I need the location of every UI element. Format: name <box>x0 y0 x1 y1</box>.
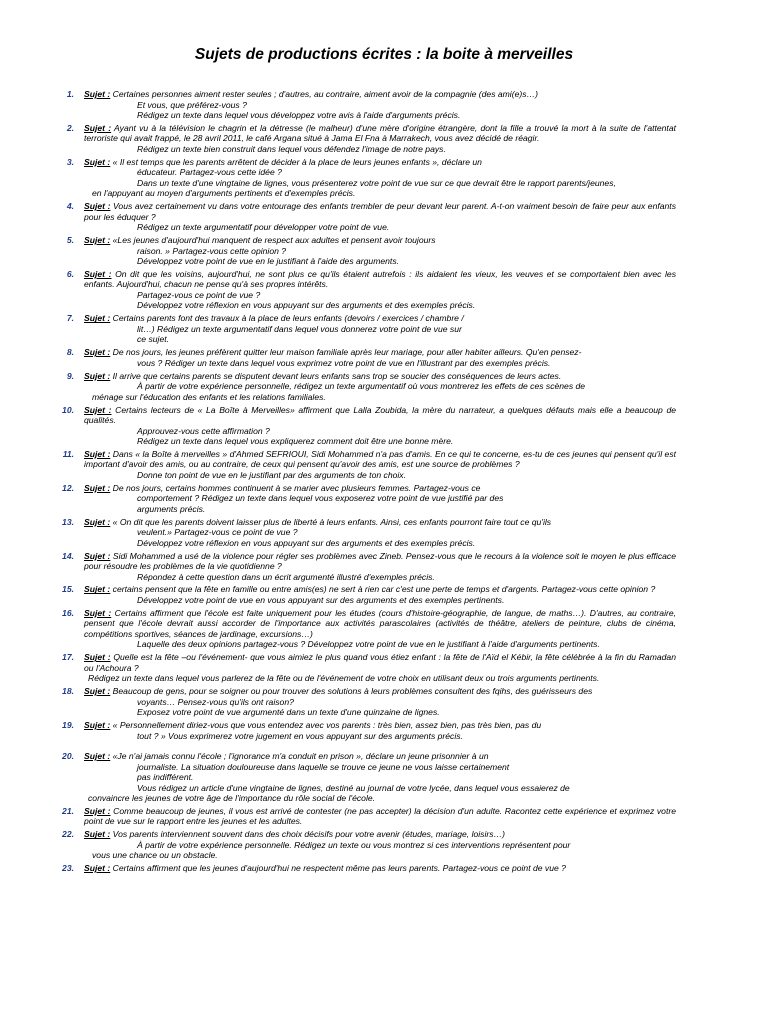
subject-text: Dans « la Boîte à merveilles » d'Ahmed SEFRIOUI, Sidi Mohammed n'a pas d'amis. En ce qui te concerne, es-tu de ces jeunes qui pensent qu'il est important d'avoir des amis, ou au contraire, de ceux qui pensent qu'avoir des amis, est une source de problèmes ? <box>84 448 676 470</box>
subject-text: Sidi Mohammed a usé de la violence pour régler ses problèmes avec Zineb. Pensez-vous que le recours à la violence soit le moyen le plus efficace pour résoudre les problèmes de la vie quotidienne ? <box>84 550 676 572</box>
subject-number: 15. <box>62 584 74 595</box>
subject-number: 18. <box>62 686 74 697</box>
subject-label: Sujet : <box>84 686 111 697</box>
subject-item <box>56 551 676 583</box>
subject-line <box>84 157 676 168</box>
subject-line <box>84 426 676 437</box>
subject-text: Développez votre point de vue en le justifiant à l'aide des arguments. <box>137 256 400 267</box>
subject-item <box>56 686 676 718</box>
subject-label: Sujet : <box>84 863 111 874</box>
subject-text: Approuvez-vous cette affirmation ? <box>137 425 270 436</box>
subject-text: Quelle est la fête –ou l'événement- que vous aimiez le plus quand vous étiez enfant : la fête de l'Aïd el Kébir, la fête célébrée à la fin du Ramadan ou l'Achoura ? <box>84 652 676 673</box>
subject-line <box>84 371 676 382</box>
subject-number: 6. <box>66 268 74 279</box>
subject-item <box>56 517 676 549</box>
subject-line <box>84 436 676 447</box>
subject-label: Sujet : <box>84 201 111 212</box>
subject-text: Partagez-vous ce point de vue ? <box>137 289 261 300</box>
subject-text: «Je n'ai jamais connu l'école ; l'ignorance m'a conduit en prison », déclare un jeune prisonnier à un <box>112 751 489 762</box>
subject-text: Certains affirment que les jeunes d'aujourd'hui ne respectent même pas leurs parents. Partagez-vous ce point de vue ? <box>112 863 566 874</box>
subject-label: Sujet : <box>84 89 111 99</box>
subject-line <box>84 100 676 111</box>
subject-label: Sujet : <box>84 268 112 279</box>
subject-text: Développez votre point de vue en vous appuyant sur des arguments et des exemples pertinents. <box>137 594 505 605</box>
subject-line <box>84 188 676 199</box>
subject-text: Certains affirment que l'école est faite uniquement pour les études (cours d'histoire-géographie, de langue, de maths…). D'autres, au contraire, pensent que l'école devrait aussi accorder de l'importance aux activités parascolaires (activités de théâtre, ateliers de peinture, clubs de cinéma, compétitions sportives, séances de jardinage, excursions…) <box>84 607 677 639</box>
subject-line <box>84 751 676 762</box>
subject-text: veulent.» Partagez-vous ce point de vue ? <box>137 527 298 538</box>
subject-line <box>84 493 676 504</box>
subject-number: 7. <box>66 313 74 324</box>
subject-line <box>84 222 676 233</box>
subject-item <box>56 449 676 481</box>
subject-line <box>84 358 676 369</box>
subject-label: Sujet : <box>84 516 111 527</box>
subject-line <box>84 584 676 595</box>
subject-line <box>84 405 676 426</box>
subject-text: Rédigez un texte dans lequel vous expliquerez comment doit être une bonne mère. <box>137 436 454 447</box>
subject-text: ce sujet. <box>137 334 170 345</box>
subject-label: Sujet : <box>84 584 111 595</box>
subject-label: Sujet : <box>84 607 112 618</box>
subject-number: 16. <box>62 607 74 618</box>
subject-text: Il arrive que certains parents se disputent devant leurs enfants sans trop se soucier des conséquences de leurs actes. <box>112 370 562 381</box>
subject-text: À partir de votre expérience personnelle. Rédigez un texte ou vous montrez si ces interventions représentent pour <box>137 839 571 850</box>
subject-item <box>56 347 676 368</box>
subject-line <box>84 772 676 783</box>
subject-number: 20. <box>62 751 74 762</box>
subject-line <box>84 806 676 827</box>
subject-item <box>56 751 676 804</box>
subject-line <box>84 178 676 189</box>
subject-line <box>84 652 676 673</box>
subject-text: Comme beaucoup de jeunes, il vous est arrivé de contester (ne pas accepter) la décision d'un adulte. Racontez cette expérience et exprimez votre point de vue sur le rapport entre les jeunes et les adultes. <box>84 805 676 827</box>
subject-list <box>56 89 676 876</box>
subject-text: Répondez à cette question dans un écrit argumenté illustré d'exemples précis. <box>137 571 435 582</box>
subject-text: À partir de votre expérience personnelle, rédigez un texte argumentatif où vous montrerez les effets de ces scènes de <box>137 381 586 392</box>
subject-text: certains pensent que la fête en famille ou entre amis(es) ne sert à rien car c'est une perte de temps et d'argents. Partagez-vous cette opinion ? <box>112 584 656 595</box>
subject-label: Sujet : <box>84 156 111 167</box>
subject-line <box>84 89 676 100</box>
subject-label: Sujet : <box>84 550 111 561</box>
subject-number: 12. <box>62 482 74 493</box>
subject-text: Vous avez certainement vu dans votre entourage des enfants trembler de peur devant leur parent. A-t-on vraiment besoin de faire peur aux enfants pour les éduquer ? <box>84 201 676 222</box>
subject-line <box>84 595 676 606</box>
subject-text: Laquelle des deux opinions partagez-vous ? Développez votre point de vue en le justifiant à l'aide d'arguments pertinents. <box>137 639 600 650</box>
subject-number: 2. <box>66 122 74 133</box>
subject-label: Sujet : <box>84 829 111 840</box>
subject-line <box>84 269 676 290</box>
subject-text: tout ? » Vous exprimerez votre jugement en vous appuyant sur des arguments précis. <box>137 730 463 741</box>
subject-text: éducateur. Partagez-vous cette idée ? <box>137 167 282 178</box>
subject-label: Sujet : <box>84 313 111 324</box>
subject-text: «Les jeunes d'aujourd'hui manquent de respect aux adultes et pensent avoir toujours <box>112 235 436 246</box>
subject-line <box>84 731 676 742</box>
subject-text: Développez votre réflexion en vous appuyant sur des arguments et des exemples précis. <box>137 300 476 311</box>
subject-label: Sujet : <box>84 720 111 731</box>
subject-number: 9. <box>66 370 74 381</box>
subject-label: Sujet : <box>84 805 111 816</box>
subject-item <box>56 235 676 267</box>
subject-line <box>84 256 676 267</box>
subject-line <box>84 673 676 684</box>
subject-text: Vous rédigez un article d'une vingtaine de lignes, destiné au journal de votre lycée, dans lequel vous essaierez de <box>137 782 570 793</box>
subject-text: « Il est temps que les parents arrêtent de décider à la place de leurs jeunes enfants », déclare un <box>112 156 482 167</box>
subject-item <box>56 829 676 861</box>
subject-text: arguments précis. <box>137 503 206 514</box>
page-title: Sujets de productions écrites : la boite à merveilles <box>194 46 574 63</box>
subject-line <box>84 572 676 583</box>
subject-label: Sujet : <box>84 482 111 493</box>
subject-line <box>84 347 676 358</box>
subject-line <box>84 110 676 121</box>
subject-line <box>84 686 676 697</box>
subject-line <box>84 381 676 392</box>
subject-item <box>56 608 676 650</box>
subject-item <box>56 269 676 311</box>
subject-label: Sujet : <box>84 751 111 762</box>
subject-line <box>84 551 676 572</box>
subject-text: comportement ? Rédigez un texte dans lequel vous exposerez votre point de vue justifié par des <box>137 493 504 504</box>
subject-item <box>56 584 676 605</box>
subject-line <box>84 201 676 222</box>
subject-line <box>84 863 676 874</box>
subject-number: 19. <box>62 720 74 731</box>
subject-line <box>84 483 676 494</box>
subject-item <box>56 483 676 515</box>
subject-line <box>84 707 676 718</box>
subject-line <box>84 783 676 794</box>
subject-item <box>56 652 676 684</box>
subject-item <box>56 806 676 827</box>
subject-line <box>84 246 676 257</box>
subject-line <box>84 793 676 804</box>
subject-label: Sujet : <box>84 122 112 133</box>
subject-line <box>84 324 676 335</box>
subject-line <box>84 517 676 528</box>
subject-text: Développez votre réflexion en vous appuyant sur des arguments et des exemples précis. <box>137 537 476 548</box>
subject-line <box>84 313 676 324</box>
subject-text: De nos jours, les jeunes préfèrent quitter leur maison familiale après leur mariage, pour aller habiter ailleurs. Qu'en pensez- <box>112 347 582 358</box>
subject-text: Exposez votre point de vue argumenté dans un texte d'une quinzaine de lignes. <box>137 707 440 718</box>
subject-text: Rédigez un texte bien construit dans lequel vous défendez l'image de notre pays. <box>137 143 446 154</box>
subject-line <box>84 290 676 301</box>
subject-number: 14. <box>62 550 74 561</box>
subject-label: Sujet : <box>84 370 111 381</box>
subject-line <box>84 720 676 731</box>
subject-text: raison. » Partagez-vous cette opinion ? <box>137 245 287 256</box>
subject-number: 3. <box>66 156 74 167</box>
subject-item <box>56 313 676 345</box>
subject-line <box>84 167 676 178</box>
subject-line <box>84 504 676 515</box>
subject-item <box>56 720 676 741</box>
subject-line <box>84 235 676 246</box>
subject-line <box>84 538 676 549</box>
subject-label: Sujet : <box>84 448 111 459</box>
subject-text: vous ? Rédiger un texte dans lequel vous exprimez votre point de vue en l'illustrant par des exemples précis. <box>137 357 551 368</box>
subject-text: Rédigez un texte dans lequel vous parlerez de la fête ou de l'événement de votre choix en utilisant deux ou trois arguments pertinents. <box>88 673 600 684</box>
subject-text: Certains lecteurs de « La Boîte à Merveilles» affirment que Lalla Zoubida, la mère du narrateur, a quelques défauts mais elle a beaucoup de qualités. <box>84 404 677 426</box>
subject-item <box>56 405 676 447</box>
subject-text: Rédigez un texte dans lequel vous développez votre avis à l'aide d'arguments précis. <box>137 110 461 120</box>
subject-number: 21. <box>62 805 74 816</box>
subject-text: « Personnellement diriez-vous que vous entendez avec vos parents : très bien, assez bien, pas très bien, pas du <box>112 720 542 731</box>
subject-item <box>56 123 676 155</box>
subject-text: pas indifférent. <box>137 772 194 783</box>
subject-number: 10. <box>62 404 74 415</box>
subject-label: Sujet : <box>84 347 111 358</box>
subject-text: convaincre les jeunes de votre âge de l'importance du rôle social de l'école. <box>88 793 376 804</box>
subject-label: Sujet : <box>84 652 111 663</box>
subject-line <box>84 829 676 840</box>
subject-text: Et vous, que préférez-vous ? <box>137 99 247 110</box>
subject-text: Dans un texte d'une vingtaine de lignes, vous présenterez votre point de vue sur ce que devrait être le rapport parents/jeunes, <box>137 177 616 188</box>
subject-item <box>56 371 676 403</box>
subject-text: On dit que les voisins, aujourd'hui, ne sont plus ce qu'ils étaient autrefois : ils aidaient les vieux, les veuves et se comportaient bien avec les enfants. Aujourd'hui, chacun ne pense qu'à ses propres intérêts. <box>84 268 677 290</box>
subject-text: Donne ton point de vue en le justifiant par des arguments de ton choix. <box>137 469 406 480</box>
subject-line <box>84 527 676 538</box>
subject-line <box>84 449 676 470</box>
subject-number: 5. <box>66 235 74 246</box>
subject-line <box>84 392 676 403</box>
subject-line <box>84 608 676 640</box>
subject-text: Rédigez un texte argumentatif pour développer votre point de vue. <box>137 222 390 233</box>
subject-line <box>84 850 676 861</box>
subject-item <box>56 863 676 874</box>
subject-number: 23. <box>62 863 74 874</box>
subject-text: Beaucoup de gens, pour se soigner ou pour trouver des solutions à leurs problèmes consultent des fqihs, des guérisseurs des <box>112 686 593 697</box>
subject-line <box>84 762 676 773</box>
subject-text: vous une chance ou un obstacle. <box>92 850 218 861</box>
subject-line <box>84 300 676 311</box>
subject-text: Vos parents interviennent souvent dans des choix décisifs pour votre avenir (études, mariage, loisirs…) <box>112 829 505 840</box>
subject-text: Ayant vu à la télévision le chagrin et la détresse (le malheur) d'une mère d'origine étrangère, dont la fille a trouvé la mort à la suite de l'attentat terroriste qui avait frappé, le 28 avril 2011, le café Argana situé à Jama El Fna à Marrakech, vous avez décidé de réagir. <box>84 122 676 144</box>
subject-item <box>56 157 676 199</box>
subject-text: Certains parents font des travaux à la place de leurs enfants (devoirs / exercices / chambre / <box>112 313 464 324</box>
subject-line <box>84 639 676 650</box>
subject-text: « On dit que les parents doivent laisser plus de liberté à leurs enfants. Ainsi, ces enfants pourront faire tout ce qu'ils <box>112 516 552 527</box>
subject-number: 13. <box>62 516 74 527</box>
subject-text: voyants… Pensez-vous qu'ils ont raison? <box>137 696 294 707</box>
subject-text: De nos jours, certains hommes continuent à se marier avec plusieurs femmes. Partagez-vous ce <box>112 482 481 493</box>
subject-number: 8. <box>66 347 74 358</box>
subject-line <box>84 697 676 708</box>
subject-line <box>84 840 676 851</box>
subject-line <box>84 334 676 345</box>
subject-number: 17. <box>62 652 74 663</box>
subject-number: 4. <box>66 201 74 212</box>
subject-text: ménage sur l'éducation des enfants et les relations familiales. <box>92 391 326 402</box>
subject-label: Sujet : <box>84 404 112 415</box>
subject-label: Sujet : <box>84 235 111 246</box>
subject-text: en l'appuyant au moyen d'arguments pertinents et d'exemples précis. <box>92 188 356 199</box>
subject-item <box>56 201 676 233</box>
subject-text: Certaines personnes aiment rester seules ; d'autres, au contraire, aiment avoir de la compagnie (des ami(e)s…) <box>112 89 538 99</box>
subject-item <box>56 89 676 121</box>
subject-text: journaliste. La situation douloureuse dans laquelle se trouve ce jeune ne vous laisse certainement <box>137 761 510 772</box>
subject-number: 22. <box>62 829 74 840</box>
subject-line <box>84 470 676 481</box>
subject-line <box>84 144 676 155</box>
subject-line <box>84 123 676 144</box>
subject-number: 1. <box>66 89 74 99</box>
subject-text: lit…) Rédigez un texte argumentatif dans lequel vous donnerez votre point de vue sur <box>137 323 462 334</box>
subject-number: 11. <box>62 448 74 459</box>
